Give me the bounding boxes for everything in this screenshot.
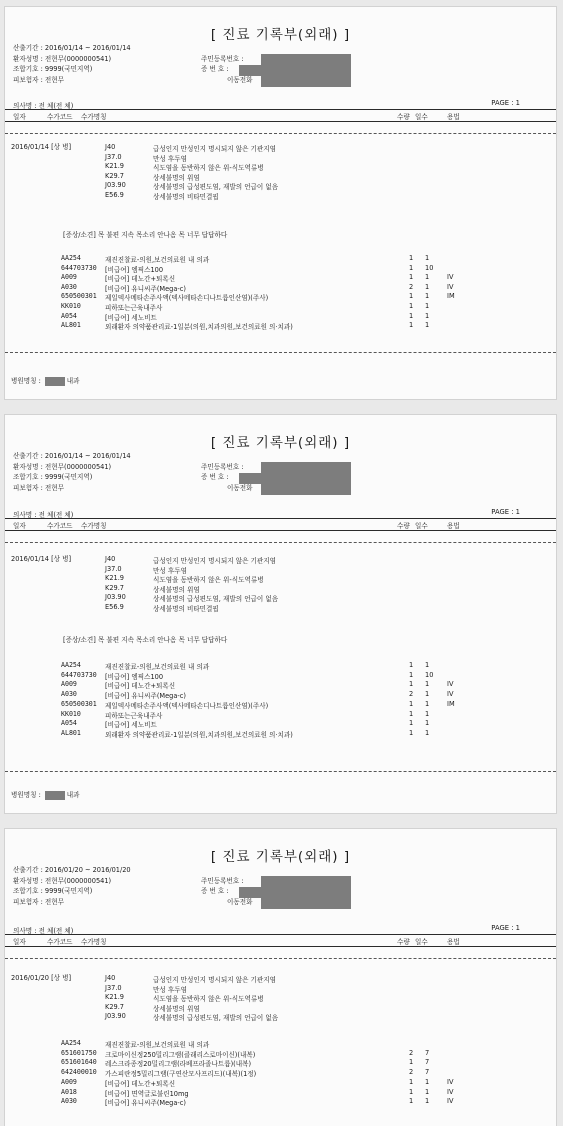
diagnosis-name: 상세불명의 위염 [153, 1004, 200, 1013]
item-row [5, 312, 556, 322]
diagnosis-name: 상세불명의 위염 [153, 173, 200, 182]
column-route: 용법 [447, 938, 460, 946]
doctor-label: 의사명 : 전 체(전 체) [13, 927, 74, 935]
item-days: 1 [425, 1097, 430, 1106]
diagnosis-row [5, 191, 556, 201]
item-name: [비급여] 세노비트 [105, 721, 157, 730]
diagnosis-row [5, 993, 556, 1003]
item-row [5, 710, 556, 720]
record-page-3 [4, 828, 557, 1126]
item-name: 재진진찰료-의원,보건의료원 내 의과 [105, 1041, 210, 1049]
column-days: 일수 [415, 522, 428, 530]
redacted-phone [261, 898, 351, 909]
redacted-rrn [261, 462, 351, 473]
item-name: [비급여] 유니씨주(Mega-c) [105, 284, 186, 293]
page-title: [ 진료 기록부(외래) ] [210, 435, 351, 451]
column-days: 일수 [415, 113, 428, 121]
item-code: 644703730 [61, 670, 97, 679]
visit-date: 2016/01/20 [상 병] [11, 974, 72, 982]
column-code: 수가코드 [47, 113, 73, 121]
item-days: 1 [425, 302, 430, 310]
hospital-label: 병원명칭 : [11, 377, 41, 385]
item-days: 1 [425, 273, 430, 282]
doctor-label: 의사명 : 전 체(전 체) [13, 102, 74, 110]
item-days: 10 [425, 670, 434, 679]
item-row [5, 1058, 556, 1068]
item-code: A009 [61, 680, 77, 689]
diagnosis-name: 상세불명의 급성편도염, 재발의 언급이 없음 [153, 1014, 279, 1022]
item-row [5, 273, 556, 283]
header-period: 산출기간 : 2016/01/20 ~ 2016/01/20 [13, 866, 131, 874]
header-insurance: 조합기호 : 9999(국민지역) [13, 887, 93, 896]
diagnosis-row [5, 574, 556, 584]
page-title: [ 진료 기록부(외래) ] [210, 27, 351, 43]
diagnosis-code: K29.7 [105, 171, 125, 180]
item-route: IV [447, 282, 454, 291]
redacted-phone [261, 484, 351, 495]
item-days: 1 [425, 1077, 430, 1086]
redacted-rrn [261, 54, 351, 65]
item-code: 650500301 [61, 292, 97, 301]
card-label: 증 번 호 : [201, 473, 229, 482]
column-rule [5, 121, 556, 122]
redacted-rrn [261, 876, 351, 887]
item-name: 재진진찰료-의원,보건의료원 내 의과 [105, 256, 210, 264]
redacted-hospital [45, 377, 65, 386]
item-name: 크로마이신정250밀리그램(클래리스로마이신)(내복) [105, 1050, 256, 1059]
hospital-suffix: 내과 [66, 377, 80, 385]
diagnosis-row [5, 162, 556, 172]
item-days: 1 [425, 690, 430, 699]
item-code: KK010 [61, 302, 81, 310]
column-route: 용법 [447, 113, 460, 121]
item-days: 1 [425, 282, 430, 291]
item-qty: 1 [409, 719, 414, 728]
item-code: AA254 [61, 1039, 81, 1047]
diagnosis-code: K21.9 [105, 993, 125, 1001]
item-qty: 1 [409, 273, 414, 282]
diagnosis-name: 급성인지 만성인지 명시되지 않은 기관지염 [153, 145, 277, 153]
item-code: AL801 [61, 728, 81, 737]
item-qty: 1 [409, 321, 414, 330]
redacted-card [239, 473, 351, 484]
redacted-card [239, 65, 351, 76]
item-qty: 1 [409, 263, 414, 272]
header-patient: 환자성명 : 전현무(0000000541) [13, 876, 112, 885]
item-days: 1 [425, 719, 430, 728]
diagnosis-code: K29.7 [105, 583, 125, 592]
header-insurance: 조합기호 : 9999(국민지역) [13, 65, 93, 74]
diagnosis-row [5, 1012, 556, 1022]
column-code: 수가코드 [47, 522, 73, 530]
rrn-label: 주민등록번호 : [201, 462, 244, 471]
item-days: 1 [425, 311, 430, 320]
diagnosis-code: J37.0 [105, 983, 122, 992]
item-qty: 1 [409, 661, 414, 669]
item-qty: 2 [409, 1068, 414, 1077]
diagnosis-code: J03.90 [105, 593, 126, 601]
column-name: 수가명칭 [81, 938, 107, 946]
item-name: 외래환자 의약품관리료-1일분(의원,치과의원,보건의료원 의·치과) [105, 323, 293, 332]
diagnosis-row [5, 593, 556, 603]
diagnosis-code: E56.9 [105, 602, 124, 611]
diagnosis-row [5, 565, 556, 575]
diagnosis-code: E56.9 [105, 190, 124, 199]
diagnosis-code: J40 [105, 143, 116, 151]
phone-label: 이동전화 [227, 75, 253, 84]
item-code: KK010 [61, 709, 81, 718]
item-code: AA254 [61, 254, 81, 262]
item-qty: 1 [409, 302, 414, 310]
item-qty: 1 [409, 680, 414, 689]
column-days: 일수 [415, 938, 428, 946]
hospital-footer [11, 789, 80, 800]
diagnosis-code: K29.7 [105, 1002, 125, 1011]
section-rule [5, 133, 556, 134]
diagnosis-name: 만성 후두염 [153, 154, 187, 163]
rrn-label: 주민등록번호 : [201, 876, 244, 885]
column-header [5, 520, 556, 530]
item-code: A009 [61, 1077, 77, 1086]
item-row [5, 1097, 556, 1107]
item-route: IM [447, 292, 455, 301]
item-name: 가스피란정5밀리그램(구연산모사프리드)(내복)(1정) [105, 1070, 257, 1079]
item-route: IV [447, 690, 454, 699]
item-days: 1 [425, 1087, 430, 1096]
item-row [5, 1039, 556, 1049]
item-row [5, 1078, 556, 1088]
doctor-label: 의사명 : 전 체(전 체) [13, 511, 74, 519]
column-qty: 수량 [397, 522, 410, 530]
diagnosis-row [5, 555, 556, 565]
item-name: [비급여] 엠픽스100 [105, 672, 164, 681]
item-days: 10 [425, 263, 434, 272]
item-days: 1 [425, 728, 430, 737]
diagnosis-code: J37.0 [105, 564, 122, 573]
header-insured: 피보험자 : 전현무 [13, 75, 65, 84]
symptom-note: [증상/소견] 목 불편 지속 목소리 안나옴 목 너무 답답하다 [63, 636, 228, 644]
diagnosis-row [5, 172, 556, 182]
column-header [5, 936, 556, 946]
header-rule [5, 518, 556, 519]
visit-date: 2016/01/14 [상 병] [11, 555, 72, 563]
item-name: 제일덱사메타손주사액(덱사메타손디나트륨인산염)(주사) [105, 294, 269, 303]
diagnosis-code: J40 [105, 555, 116, 563]
item-name: 피하또는근육내주사 [105, 304, 163, 312]
item-row [5, 729, 556, 739]
item-row [5, 292, 556, 302]
footer-rule [5, 771, 556, 772]
diagnosis-row [5, 181, 556, 191]
diagnosis-row [5, 1003, 556, 1013]
item-qty: 1 [409, 1097, 414, 1106]
item-qty: 2 [409, 282, 414, 291]
hospital-footer [11, 375, 80, 386]
item-qty: 1 [409, 254, 414, 262]
diagnosis-name: 만성 후두염 [153, 566, 187, 575]
item-name: [비급여] 유니씨주(Mega-c) [105, 692, 186, 701]
card-label: 증 번 호 : [201, 65, 229, 74]
item-code: A030 [61, 282, 77, 291]
hospital-label: 병원명칭 : [11, 791, 41, 799]
diagnosis-name: 식도염을 동반하지 않은 위-식도역류병 [153, 995, 264, 1003]
item-code: 651601640 [61, 1058, 97, 1067]
diagnosis-name: 급성인지 만성인지 명시되지 않은 기관지염 [153, 557, 277, 565]
phone-label: 이동전화 [227, 483, 253, 492]
item-row [5, 321, 556, 331]
item-days: 1 [425, 680, 430, 689]
item-qty: 1 [409, 709, 414, 718]
item-days: 1 [425, 661, 430, 669]
item-row [5, 719, 556, 729]
header-rule [5, 934, 556, 935]
diagnosis-name: 상세불명의 급성편도염, 재발의 언급이 없음 [153, 595, 279, 603]
item-qty: 1 [409, 670, 414, 679]
item-route: IV [447, 1087, 454, 1096]
item-name: [비급여] 데노간+퇴록신 [105, 682, 176, 691]
section-rule [5, 542, 556, 543]
item-code: 651601750 [61, 1048, 97, 1057]
item-row [5, 700, 556, 710]
column-code: 수가코드 [47, 938, 73, 946]
item-name: [비급여] 데노간+퇴록신 [105, 275, 176, 284]
item-qty: 1 [409, 311, 414, 320]
item-row [5, 283, 556, 293]
item-row [5, 264, 556, 274]
column-rule [5, 530, 556, 531]
redacted-card [239, 887, 351, 898]
redacted-hospital [45, 791, 65, 800]
item-qty: 1 [409, 699, 414, 708]
item-qty: 1 [409, 728, 414, 737]
item-route: IV [447, 1097, 454, 1106]
item-days: 1 [425, 292, 430, 301]
diagnosis-name: 상세불명의 위염 [153, 585, 200, 594]
item-code: 644703730 [61, 263, 97, 272]
header-patient: 환자성명 : 전현무(0000000541) [13, 54, 112, 63]
column-qty: 수량 [397, 938, 410, 946]
item-qty: 1 [409, 1058, 414, 1067]
item-qty: 1 [409, 1087, 414, 1096]
diagnosis-code: J37.0 [105, 152, 122, 161]
diagnosis-row [5, 143, 556, 153]
diagnosis-row [5, 984, 556, 994]
diagnosis-name: 만성 후두염 [153, 985, 187, 994]
symptom-note: [증상/소견] 목 불편 지속 목소리 안나옴 목 너무 답답하다 [63, 231, 228, 239]
diagnosis-row [5, 974, 556, 984]
item-days: 7 [425, 1058, 430, 1067]
page-number: PAGE : 1 [491, 99, 520, 107]
item-row [5, 690, 556, 700]
visit-date: 2016/01/14 [상 병] [11, 143, 72, 151]
item-qty: 1 [409, 1077, 414, 1086]
item-name: [비급여] 면역글로불린10mg [105, 1089, 189, 1098]
item-row [5, 1088, 556, 1098]
header-insured: 피보험자 : 전현무 [13, 483, 65, 492]
record-page-1 [4, 6, 557, 400]
hospital-suffix: 내과 [66, 791, 80, 799]
column-rule [5, 946, 556, 947]
item-code: A018 [61, 1087, 77, 1096]
rrn-label: 주민등록번호 : [201, 54, 244, 63]
column-name: 수가명칭 [81, 113, 107, 121]
item-code: AA254 [61, 661, 81, 669]
header-period: 산출기간 : 2016/01/14 ~ 2016/01/14 [13, 452, 131, 460]
item-name: 외래환자 의약품관리료-1일분(의원,치과의원,보건의료원 의·치과) [105, 730, 293, 739]
item-name: [비급여] 데노간+퇴록신 [105, 1079, 176, 1088]
item-row [5, 661, 556, 671]
diagnosis-name: 급성인지 만성인지 명시되지 않은 기관지염 [153, 976, 277, 984]
diagnosis-name: 상세불명의 비타민결핍 [153, 192, 219, 201]
header-patient: 환자성명 : 전현무(0000000541) [13, 462, 112, 471]
record-page-2 [4, 414, 557, 814]
item-qty: 2 [409, 1048, 414, 1057]
item-route: IV [447, 273, 454, 282]
item-code: A054 [61, 719, 77, 728]
diagnosis-code: J40 [105, 974, 116, 982]
column-date: 일자 [13, 938, 26, 946]
diagnosis-code: K21.9 [105, 162, 125, 170]
item-qty: 2 [409, 690, 414, 699]
item-row [5, 1049, 556, 1059]
item-code: A009 [61, 273, 77, 282]
item-route: IV [447, 680, 454, 689]
item-row [5, 680, 556, 690]
diagnosis-row [5, 153, 556, 163]
page-number: PAGE : 1 [491, 924, 520, 932]
item-code: 650500301 [61, 699, 97, 708]
column-route: 용법 [447, 522, 460, 530]
item-days: 7 [425, 1048, 430, 1057]
header-rule [5, 109, 556, 110]
phone-label: 이동전화 [227, 897, 253, 906]
redacted-phone [261, 76, 351, 87]
item-name: [비급여] 엠픽스100 [105, 265, 164, 274]
diagnosis-code: J03.90 [105, 1012, 126, 1020]
item-row [5, 254, 556, 264]
item-days: 1 [425, 321, 430, 330]
header-insurance: 조합기호 : 9999(국민지역) [13, 473, 93, 482]
diagnosis-name: 상세불명의 급성편도염, 재발의 언급이 없음 [153, 183, 279, 191]
card-label: 증 번 호 : [201, 887, 229, 896]
item-name: 피하또는근육내주사 [105, 711, 163, 720]
footer-rule [5, 352, 556, 353]
item-days: 1 [425, 254, 430, 262]
item-days: 1 [425, 699, 430, 708]
page-number: PAGE : 1 [491, 508, 520, 516]
column-date: 일자 [13, 522, 26, 530]
item-name: 재진진찰료-의원,보건의료원 내 의과 [105, 663, 210, 671]
header-period: 산출기간 : 2016/01/14 ~ 2016/01/14 [13, 44, 131, 52]
item-days: 7 [425, 1068, 430, 1077]
item-row [5, 671, 556, 681]
item-code: AL801 [61, 321, 81, 330]
item-code: A054 [61, 311, 77, 320]
diagnosis-code: K21.9 [105, 574, 125, 582]
item-days: 1 [425, 709, 430, 718]
section-rule [5, 958, 556, 959]
diagnosis-name: 상세불명의 비타민결핍 [153, 604, 219, 613]
item-name: 제일덱사메타손주사액(덱사메타손디나트륨인산염)(주사) [105, 701, 269, 710]
diagnosis-code: J03.90 [105, 181, 126, 189]
diagnosis-row [5, 584, 556, 594]
item-code: A030 [61, 690, 77, 699]
diagnosis-name: 식도염을 동반하지 않은 위-식도역류병 [153, 576, 264, 584]
item-code: 642400010 [61, 1068, 97, 1077]
column-header [5, 111, 556, 121]
item-route: IV [447, 1077, 454, 1086]
item-route: IM [447, 699, 455, 708]
item-row [5, 302, 556, 312]
item-qty: 1 [409, 292, 414, 301]
column-date: 일자 [13, 113, 26, 121]
item-row [5, 1068, 556, 1078]
header-insured: 피보험자 : 전현무 [13, 897, 65, 906]
column-name: 수가명칭 [81, 522, 107, 530]
item-name: 레스크라종정20밀리그램(라베프라졸나트륨)(내복) [105, 1060, 252, 1069]
item-name: [비급여] 유니씨주(Mega-c) [105, 1099, 186, 1108]
item-name: [비급여] 세노비트 [105, 313, 157, 322]
page-title: [ 진료 기록부(외래) ] [210, 849, 351, 865]
item-code: A030 [61, 1097, 77, 1106]
column-qty: 수량 [397, 113, 410, 121]
diagnosis-name: 식도염을 동반하지 않은 위-식도역류병 [153, 164, 264, 172]
diagnosis-row [5, 603, 556, 613]
